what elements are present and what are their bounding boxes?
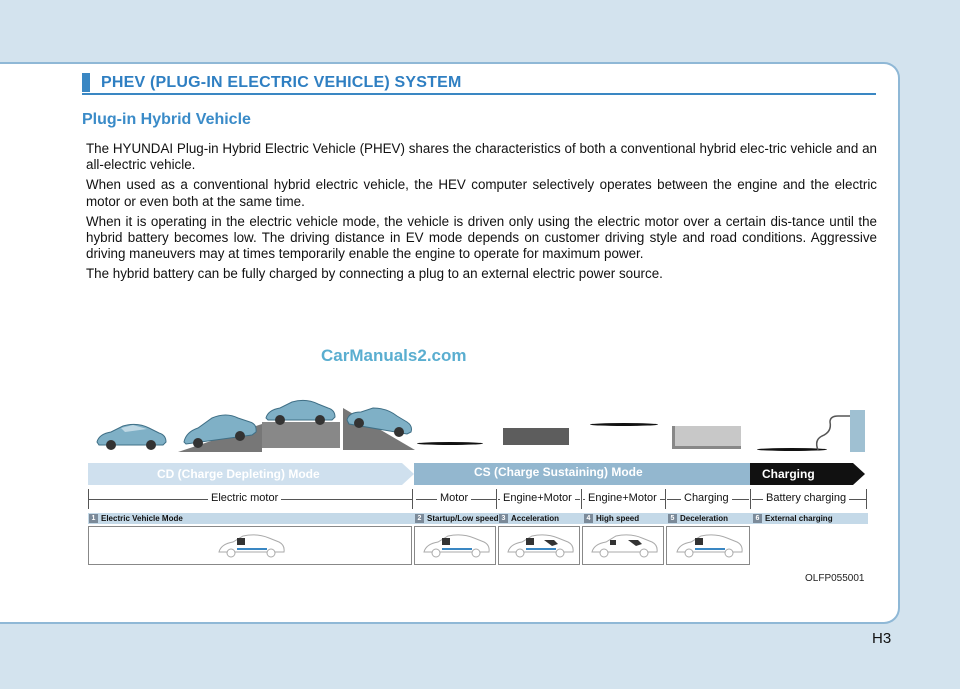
divider-tick: [412, 489, 413, 509]
paragraph-2: When used as a conventional hybrid electric vehicle, the HEV computer selectively operates between the engine and the electric motor or even both at the same time.: [86, 177, 877, 209]
mode-label-cd: CD (Charge Depleting) Mode: [157, 467, 320, 481]
watermark: CarManuals2.com: [321, 346, 467, 365]
section-title: PHEV (PLUG-IN ELECTRIC VEHICLE) SYSTEM: [101, 74, 462, 91]
mode-label-charging: Charging: [762, 467, 815, 481]
phase-label-1: [89, 513, 183, 524]
car-illustration-4: [343, 404, 415, 450]
car-outline-icon: [420, 532, 492, 560]
road-segment-2: [590, 423, 658, 426]
power-label-charging: Charging: [681, 492, 732, 504]
phase-text: External charging: [765, 514, 833, 523]
paragraph-1: The HYUNDAI Plug-in Hybrid Electric Vehicle (PHEV) shares the characteristics of both a conventional hybrid elec-tric vehicle and an all-electric vehicle.: [86, 141, 877, 173]
phase-text: Startup/Low speed: [427, 514, 499, 523]
paragraph-4: The hybrid battery can be fully charged by connecting a plug to an external electric power source.: [86, 266, 663, 282]
diagram-box-3: [498, 526, 580, 565]
car-outline-icon: [504, 532, 576, 560]
phase-text: Deceleration: [680, 514, 729, 523]
phase-number: 1: [89, 514, 98, 523]
diagram-box-1: [88, 526, 412, 565]
car-illustration-3: [262, 398, 340, 448]
phase-number: 2: [415, 514, 424, 523]
divider-tick: [665, 489, 666, 509]
phase-label-2: [415, 513, 499, 524]
car-illustration-1: [93, 420, 169, 452]
power-label-engine-motor-1: Engine+Motor: [500, 492, 575, 504]
divider-tick: [496, 489, 497, 509]
phase-number: 6: [753, 514, 762, 523]
phase-text: Electric Vehicle Mode: [101, 514, 183, 523]
road-segment-1: [417, 442, 483, 445]
body-text: [86, 141, 877, 287]
car-outline-icon: [673, 532, 745, 560]
power-label-battery-charging: Battery charging: [763, 492, 849, 504]
divider-tick: [581, 489, 582, 509]
diagram-box-2: [414, 526, 496, 565]
car-outline-icon: [215, 532, 287, 560]
mode-label-cs: CS (Charge Sustaining) Mode: [474, 465, 643, 479]
phase-label-3: [499, 513, 559, 524]
diagram-box-5: [666, 526, 750, 565]
phase-text: High speed: [596, 514, 640, 523]
phase-number: 4: [584, 514, 593, 523]
section-marker: [82, 73, 90, 92]
page-number: H3: [872, 630, 892, 647]
car-outline-icon: [588, 532, 660, 560]
road-block-light: [672, 426, 741, 449]
phase-label-6: [753, 513, 833, 524]
phase-text: Acceleration: [511, 514, 560, 523]
phase-label-4: [584, 513, 639, 524]
power-label-engine-motor-2: Engine+Motor: [585, 492, 660, 504]
diagram-box-4: [582, 526, 664, 565]
phase-label-5: [668, 513, 728, 524]
car-illustration-2: [178, 408, 262, 452]
diagram-box-6: [752, 526, 866, 565]
plug-icon: [812, 410, 866, 452]
section-rule: [82, 93, 876, 95]
power-label-motor: Motor: [437, 492, 471, 504]
subtitle: Plug-in Hybrid Vehicle: [82, 111, 251, 128]
divider-tick: [866, 489, 867, 509]
divider-tick: [750, 489, 751, 509]
figure-code: OLFP055001: [805, 573, 865, 584]
paragraph-3: When it is operating in the electric vehicle mode, the vehicle is driven only using the electric motor over a certain dis-tance until the hybrid battery becomes low. The driving distance in EV mode depends on customer driving style and road conditions. Aggressive driving maneuvers may at times temporarily enable the engine to operate for maximum power.: [86, 213, 877, 262]
power-label-electric-motor: Electric motor: [208, 492, 281, 504]
road-block-dark: [503, 428, 569, 445]
phase-number: 3: [499, 514, 508, 523]
phase-number: 5: [668, 514, 677, 523]
